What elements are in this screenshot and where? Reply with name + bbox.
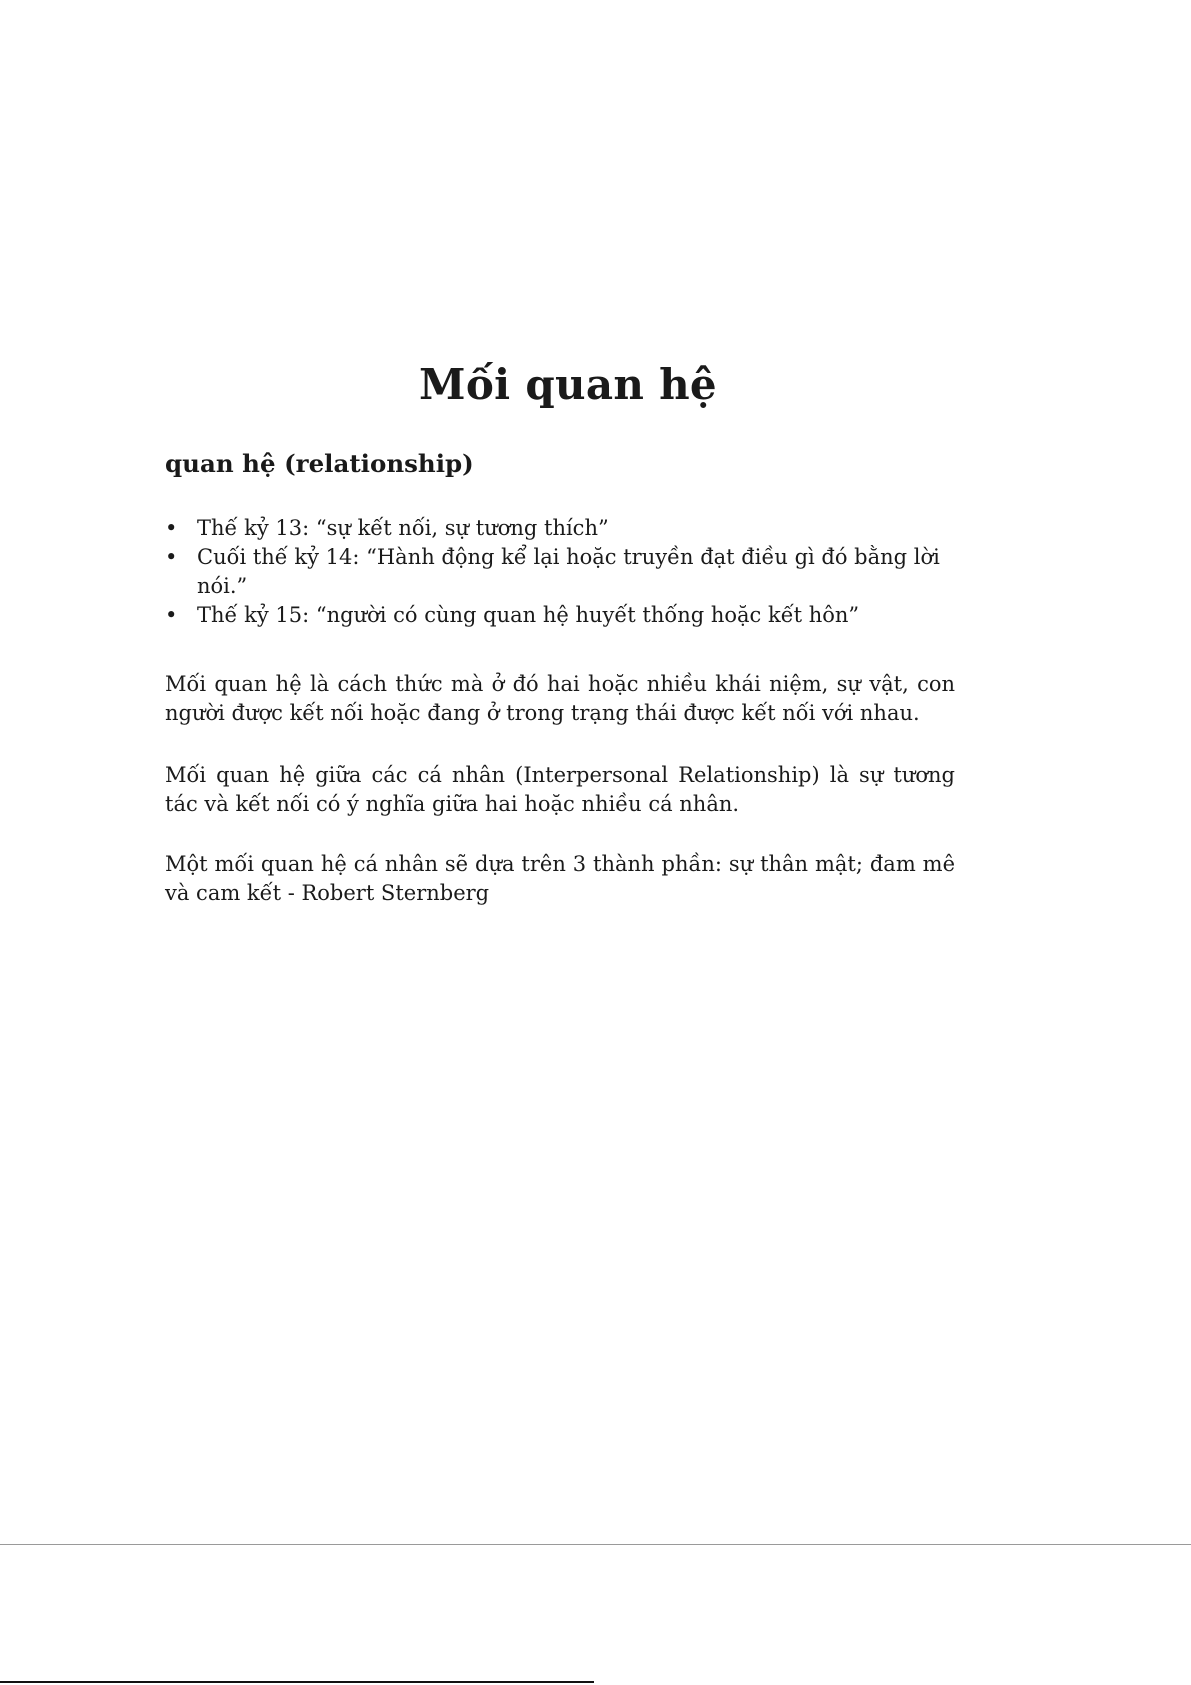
bottom-divider — [0, 1681, 594, 1683]
bullet-item-15th-century: • Thế kỷ 15: “người có cùng quan hệ huyết thống hoặc kết hôn” — [165, 601, 955, 630]
bullet-item-13th-century: • Thế kỷ 13: “sự kết nối, sự tương thích” — [165, 514, 955, 543]
page-title: Mối quan hệ — [419, 360, 717, 409]
bullet-item-late-14th-century: • Cuối thế kỷ 14: “Hành động kể lại hoặc truyền đạt điều gì đó bằng lời nói.” — [165, 543, 955, 601]
sternberg-paragraph: Một mối quan hệ cá nhân sẽ dựa trên 3 thành phần: sự thân mật; đam mê và cam kết - Robert Sternberg — [165, 852, 955, 905]
history-bullet-list — [165, 514, 955, 630]
definition-paragraph: Mối quan hệ là cách thức mà ở đó hai hoặc nhiều khái niệm, sự vật, con người được kết nối hoặc đang ở trong trạng thái được kết nối với nhau. — [165, 672, 955, 725]
interpersonal-paragraph: Mối quan hệ giữa các cá nhân (Interpersonal Relationship) là sự tương tác và kết nối có ý nghĩa giữa hai hoặc nhiều cá nhân. — [165, 763, 955, 816]
footer-divider — [0, 1544, 1191, 1545]
section-heading: quan hệ (relationship) — [165, 449, 474, 478]
